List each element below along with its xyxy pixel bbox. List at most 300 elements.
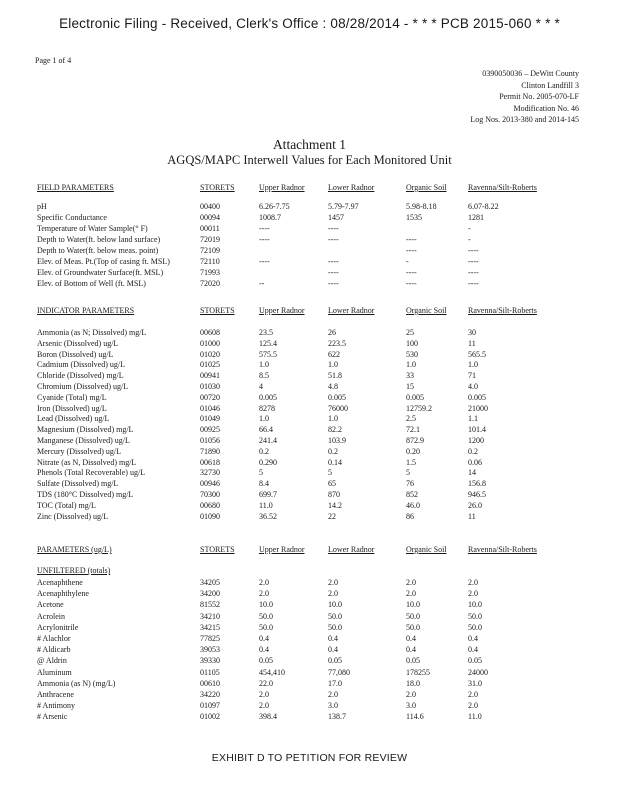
indicator-row-cell: 01030: [200, 382, 220, 391]
parameter-row: [0, 656, 619, 667]
indicator-row-cell: Cadmium (Dissolved) ug/L: [37, 360, 125, 370]
parameter-row-cell: 0.4: [328, 634, 338, 643]
indicator-row-cell: 4: [259, 382, 263, 391]
parameter-row: [0, 600, 619, 611]
parameter-row-cell: 2.0: [259, 701, 269, 711]
parameter-row-cell: 17.0: [328, 678, 342, 688]
parameter-row-cell: 2.0: [468, 701, 478, 711]
indicator-row-cell: 1.0: [259, 414, 269, 424]
field-row-cell: ----: [328, 224, 339, 233]
indicator-row-cell: 36.52: [259, 511, 277, 521]
indicator-row: [0, 328, 619, 339]
field-row: [0, 235, 619, 246]
parameter-row-cell: 00610: [200, 678, 220, 688]
parameter-row-cell: 2.0: [468, 589, 478, 599]
parameter-row-cell: 2.0: [328, 690, 338, 699]
field-row-cell: ----: [406, 279, 417, 288]
attachment-subtitle: AGQS/MAPC Interwell Values for Each Monitored Unit: [167, 153, 452, 167]
exhibit-footer: EXHIBIT D TO PETITION FOR REVIEW: [211, 752, 408, 764]
parameter-row: [0, 668, 619, 679]
field-row-cell: 72110: [200, 257, 220, 266]
field-row-cell: ----: [328, 268, 339, 277]
indicator-row-cell: 22: [328, 511, 336, 521]
indicator-row: [0, 512, 619, 523]
indicator-row: [0, 393, 619, 404]
indicator-row-cell: 11.0: [259, 500, 273, 510]
indicator-header-row-cell: INDICATOR PARAMETERS: [37, 306, 135, 315]
parameter-row-cell: 11.0: [468, 712, 482, 722]
parameter-row-cell: Acenaphthylene: [37, 589, 89, 599]
field-row-cell: 72019: [200, 235, 220, 244]
parameter-row-cell: 454,410: [259, 667, 285, 677]
parameter-row: [0, 679, 619, 690]
field-row-cell: 00011: [200, 224, 220, 233]
unfiltered-subheader: [0, 566, 619, 577]
indicator-row-cell: 103.9: [328, 436, 346, 445]
indicator-row-cell: Iron (Dissolved) ug/L: [37, 403, 107, 413]
indicator-row-cell: 5: [406, 468, 410, 478]
indicator-row-cell: 21000: [468, 403, 488, 413]
field-row-cell: ----: [328, 257, 339, 266]
parameter-row-cell: 0.05: [259, 656, 273, 666]
indicator-row-cell: 0.005: [468, 392, 486, 402]
parameter-row-cell: Acrolein: [37, 611, 65, 621]
parameter-row-cell: 10.0: [259, 600, 273, 610]
parameter-row-cell: 39053: [200, 645, 220, 655]
field-header-row-cell: Organic Soil: [406, 183, 447, 192]
parameters-header-row-cell: Upper Radnor: [259, 545, 305, 554]
indicator-header-row-cell: Upper Radnor: [259, 306, 305, 315]
indicator-row-cell: Manganese (Dissolved) ug/L: [37, 436, 130, 445]
indicator-row-cell: 00680: [200, 500, 220, 510]
parameter-row: [0, 690, 619, 701]
indicator-row-cell: Phenols (Total Recoverable) ug/L: [37, 468, 146, 478]
indicator-header-row-cell: Ravenna/Silt-Roberts: [468, 306, 537, 315]
indicator-row-cell: 1.0: [328, 414, 338, 424]
indicator-row-cell: 4.0: [468, 382, 478, 391]
indicator-row-cell: 26: [328, 328, 336, 337]
parameter-row-cell: 2.0: [259, 578, 269, 587]
parameter-row-cell: 0.4: [406, 645, 416, 655]
unfiltered-label: UNFILTERED (totals): [37, 566, 111, 575]
parameter-row-cell: Acetone: [37, 600, 64, 610]
parameter-row-cell: Ammonia (as N) (mg/L): [37, 678, 116, 688]
indicator-row-cell: 2.5: [406, 414, 416, 424]
indicator-row-cell: 1200: [468, 436, 484, 445]
field-row: [0, 268, 619, 279]
parameter-row-cell: 01097: [200, 701, 220, 711]
parameter-row-cell: # Alachlor: [37, 634, 71, 643]
indicator-row-cell: 72.1: [406, 425, 420, 435]
indicator-header-row-cell: Lower Radnor: [328, 306, 375, 315]
parameter-row-cell: 31.0: [468, 678, 482, 688]
field-row-cell: Elev. of Groundwater Surface(ft. MSL): [37, 268, 164, 277]
parameter-row: [0, 623, 619, 634]
indicator-row-cell: 86: [406, 511, 414, 521]
indicator-row-cell: 5: [259, 468, 263, 478]
indicator-row-cell: 8.4: [259, 479, 269, 489]
indicator-row-cell: 156.8: [468, 479, 486, 489]
field-row-cell: 00400: [200, 202, 220, 211]
parameter-row-cell: 0.4: [259, 645, 269, 655]
parameter-row-cell: 24000: [468, 667, 488, 677]
info-line: 0390050036 – DeWitt County: [482, 69, 579, 78]
indicator-row-cell: 76: [406, 479, 414, 489]
parameter-row-cell: 01002: [200, 712, 220, 722]
indicator-row-cell: 1.0: [406, 360, 416, 370]
parameter-row-cell: 2.0: [259, 589, 269, 599]
parameter-row: [0, 578, 619, 589]
indicator-row-cell: 1.0: [468, 360, 478, 370]
parameter-row: [0, 589, 619, 600]
parameter-row-cell: 50.0: [259, 611, 273, 621]
indicator-row-cell: 30: [468, 328, 476, 337]
indicator-row-cell: 82.2: [328, 425, 342, 435]
indicator-row-cell: 223.5: [328, 338, 346, 348]
parameter-row-cell: 50.0: [468, 622, 482, 632]
parameters-header-row-cell: Organic Soil: [406, 545, 447, 554]
info-line: Permit No. 2005-070-LF: [499, 92, 579, 101]
indicator-row-cell: 1.0: [328, 360, 338, 370]
field-row-cell: -: [468, 224, 471, 233]
indicator-row-cell: 5: [328, 468, 332, 478]
indicator-row-cell: 946.5: [468, 490, 486, 499]
parameter-row-cell: 77825: [200, 634, 220, 643]
parameter-row: [0, 645, 619, 656]
indicator-row-cell: 575.5: [259, 349, 277, 359]
field-row-cell: 1281: [468, 213, 484, 222]
field-row-cell: ----: [406, 268, 417, 277]
indicator-row: [0, 479, 619, 490]
field-row-cell: ----: [259, 224, 270, 233]
indicator-row: [0, 350, 619, 361]
field-row: [0, 279, 619, 290]
indicator-row-cell: 66.4: [259, 425, 273, 435]
parameter-row-cell: 50.0: [328, 622, 342, 632]
indicator-row-cell: Mercury (Dissolved) ug/L: [37, 446, 121, 456]
parameter-row-cell: # Arsenic: [37, 712, 68, 722]
parameter-row-cell: 50.0: [259, 622, 273, 632]
indicator-row-cell: Arsenic (Dissolved) ug/L: [37, 338, 119, 348]
indicator-row-cell: 0.2: [328, 446, 338, 456]
parameter-row: [0, 701, 619, 712]
indicator-header-row-cell: Organic Soil: [406, 306, 447, 315]
indicator-row-cell: 872.9: [406, 436, 424, 445]
indicator-row-cell: Nitrate (as N, Dissolved) mg/L: [37, 457, 137, 467]
indicator-row-cell: 1.1: [468, 414, 478, 424]
indicator-row-cell: 65: [328, 479, 336, 489]
parameter-row-cell: 2.0: [328, 589, 338, 599]
indicator-row-cell: 00941: [200, 371, 220, 381]
indicator-row-cell: 33: [406, 371, 414, 381]
field-row-cell: 1535: [406, 213, 422, 222]
field-row: [0, 257, 619, 268]
parameter-row-cell: 2.0: [468, 578, 478, 587]
field-row-cell: ----: [468, 279, 479, 288]
field-row-cell: ----: [259, 257, 270, 266]
indicator-row-cell: 00720: [200, 392, 220, 402]
parameter-row-cell: 0.05: [328, 656, 342, 666]
parameter-row-cell: 2.0: [406, 578, 416, 587]
indicator-row-cell: Lead (Dissolved) ug/L: [37, 414, 110, 424]
parameter-row: [0, 612, 619, 623]
field-row-cell: ----: [328, 235, 339, 244]
indicator-row-cell: Zinc (Dissolved) ug/L: [37, 511, 109, 521]
indicator-header-row-cell: STORETS: [200, 306, 235, 315]
parameter-row-cell: 0.4: [406, 634, 416, 643]
indicator-row-cell: Magnesium (Dissolved) mg/L: [37, 425, 134, 435]
field-row-cell: 72109: [200, 246, 220, 255]
indicator-header-row: [0, 306, 619, 317]
parameters-header-row: [0, 545, 619, 556]
parameter-row-cell: 50.0: [328, 611, 342, 621]
field-row-cell: ----: [468, 268, 479, 277]
field-row-cell: 71993: [200, 268, 220, 277]
indicator-row: [0, 371, 619, 382]
indicator-row-cell: 01090: [200, 511, 220, 521]
field-row-cell: Elev. of Bottom of Well (ft. MSL): [37, 279, 146, 288]
parameter-row-cell: 34205: [200, 578, 220, 587]
parameter-row-cell: 0.05: [406, 656, 420, 666]
parameter-row-cell: Acenaphthene: [37, 578, 83, 587]
field-row-cell: 5.79-7.97: [328, 202, 359, 211]
parameter-row-cell: Acrylonitrile: [37, 622, 79, 632]
field-row: [0, 246, 619, 257]
field-row-cell: ----: [468, 246, 479, 255]
indicator-row-cell: 11: [468, 511, 476, 521]
indicator-row-cell: 00946: [200, 479, 220, 489]
indicator-row-cell: 1.0: [259, 360, 269, 370]
indicator-row-cell: 00925: [200, 425, 220, 435]
indicator-row: [0, 425, 619, 436]
parameter-row-cell: 50.0: [406, 622, 420, 632]
field-row-cell: ----: [406, 246, 417, 255]
parameters-header-row-cell: Lower Radnor: [328, 545, 375, 554]
field-row-cell: 1457: [328, 213, 344, 222]
indicator-row-cell: 01046: [200, 403, 220, 413]
indicator-row-cell: 0.290: [259, 457, 277, 467]
indicator-row-cell: 01000: [200, 338, 220, 348]
indicator-row-cell: 76000: [328, 403, 348, 413]
indicator-row-cell: 23.5: [259, 328, 273, 337]
indicator-row-cell: 530: [406, 349, 418, 359]
indicator-row-cell: 0.005: [328, 392, 346, 402]
indicator-row-cell: 71: [468, 371, 476, 381]
parameter-row-cell: @ Aldrin: [37, 656, 67, 666]
indicator-row-cell: 8.5: [259, 371, 269, 381]
indicator-row-cell: 241.4: [259, 436, 277, 445]
field-row-cell: Depth to Water(ft. below land surface): [37, 235, 161, 244]
parameter-row-cell: 2.0: [406, 690, 416, 699]
indicator-row: [0, 404, 619, 415]
parameter-row-cell: 178255: [406, 667, 430, 677]
indicator-row-cell: 51.8: [328, 371, 342, 381]
field-header-row-cell: FIELD PARAMETERS: [37, 183, 114, 192]
indicator-row-cell: Boron (Dissolved) ug/L: [37, 349, 114, 359]
parameters-header-row-cell: STORETS: [200, 545, 235, 554]
field-row-cell: 72020: [200, 279, 220, 288]
indicator-row-cell: 0.06: [468, 457, 482, 467]
indicator-row-cell: Sulfate (Dissolved) mg/L: [37, 479, 119, 489]
indicator-row-cell: 25: [406, 328, 414, 337]
parameter-row-cell: 138.7: [328, 712, 346, 722]
indicator-row-cell: 0.14: [328, 457, 342, 467]
parameter-row-cell: 0.4: [328, 645, 338, 655]
field-header-row-cell: Ravenna/Silt-Roberts: [468, 183, 537, 192]
indicator-row-cell: TOC (Total) mg/L: [37, 500, 96, 510]
indicator-row-cell: 71890: [200, 446, 220, 456]
field-row: [0, 224, 619, 235]
indicator-row: [0, 360, 619, 371]
indicator-row-cell: 622: [328, 349, 340, 359]
indicator-row-cell: 70300: [200, 490, 220, 499]
parameter-row-cell: 10.0: [468, 600, 482, 610]
indicator-row-cell: 0.2: [468, 446, 478, 456]
indicator-row-cell: 852: [406, 490, 418, 499]
indicator-row-cell: 01025: [200, 360, 220, 370]
electronic-filing-stamp: Electronic Filing - Received, Clerk's Office : 08/28/2014 - * * * PCB 2015-060 * * *: [59, 16, 560, 31]
indicator-row: [0, 490, 619, 501]
field-row-cell: ----: [406, 235, 417, 244]
field-row-cell: Depth to Water(ft. below meas. point): [37, 246, 159, 255]
parameter-row-cell: 34210: [200, 611, 220, 621]
indicator-row: [0, 468, 619, 479]
parameter-row-cell: 0.05: [468, 656, 482, 666]
indicator-row: [0, 501, 619, 512]
indicator-row-cell: 870: [328, 490, 340, 499]
indicator-row-cell: 11: [468, 338, 476, 348]
indicator-row-cell: 01020: [200, 349, 220, 359]
field-row-cell: 5.98-8.18: [406, 202, 437, 211]
field-row-cell: 00094: [200, 213, 220, 222]
field-header-row: [0, 183, 619, 194]
parameter-row-cell: 34220: [200, 690, 220, 699]
indicator-row-cell: 26.0: [468, 500, 482, 510]
field-row-cell: Specific Conductance: [37, 213, 107, 222]
indicator-row-cell: 01056: [200, 436, 220, 445]
parameter-row-cell: 3.0: [328, 701, 338, 711]
indicator-row-cell: 15: [406, 382, 414, 391]
permit-info-block: [470, 68, 579, 126]
field-row-cell: 1008.7: [259, 213, 281, 222]
indicator-row-cell: 12759.2: [406, 403, 432, 413]
indicator-row: [0, 436, 619, 447]
indicator-row-cell: 699.7: [259, 490, 277, 499]
indicator-row-cell: 00618: [200, 457, 220, 467]
indicator-row-cell: 100: [406, 338, 418, 348]
indicator-row-cell: Ammonia (as N; Dissolved) mg/L: [37, 328, 147, 337]
indicator-row-cell: 565.5: [468, 349, 486, 359]
indicator-row-cell: 1.5: [406, 457, 416, 467]
parameter-row-cell: 3.0: [406, 701, 416, 711]
parameter-row-cell: 77,080: [328, 667, 350, 677]
parameter-row-cell: 10.0: [406, 600, 420, 610]
indicator-row-cell: 46.0: [406, 500, 420, 510]
parameter-row-cell: 39330: [200, 656, 220, 666]
field-row-cell: ----: [468, 257, 479, 266]
parameter-row-cell: 2.0: [259, 690, 269, 699]
parameters-header-row-cell: PARAMETERS (ug/L): [37, 545, 112, 554]
parameter-row-cell: 0.4: [259, 634, 269, 643]
field-row-cell: -: [468, 235, 471, 244]
parameter-row-cell: Aluminum: [37, 667, 72, 677]
indicator-row-cell: 8278: [259, 403, 275, 413]
indicator-row: [0, 382, 619, 393]
attachment-title: Attachment 1: [272, 137, 347, 152]
parameter-row-cell: 0.4: [468, 634, 478, 643]
field-header-row-cell: STORETS: [200, 183, 235, 192]
indicator-row-cell: 14.2: [328, 500, 342, 510]
indicator-row-cell: 0.20: [406, 446, 420, 456]
indicator-row-cell: 32730: [200, 468, 220, 478]
field-row-cell: Elev. of Meas. Pt.(Top of casing ft. MSL): [37, 257, 170, 266]
field-row-cell: --: [259, 279, 265, 288]
parameter-row-cell: 2.0: [328, 578, 338, 587]
indicator-row-cell: 0.005: [406, 392, 424, 402]
info-line: Log Nos. 2013-380 and 2014-145: [470, 115, 579, 124]
field-header-row-cell: Lower Radnor: [328, 183, 375, 192]
field-row: [0, 213, 619, 224]
parameter-row-cell: 34215: [200, 622, 220, 632]
parameter-row-cell: 0.4: [468, 645, 478, 655]
indicator-row-cell: TDS (180°C Dissolved) mg/L: [37, 490, 134, 499]
parameter-row-cell: # Aldicarb: [37, 645, 71, 655]
parameter-row-cell: 114.6: [406, 712, 424, 722]
field-row-cell: pH: [37, 202, 47, 211]
indicator-row-cell: 14: [468, 468, 476, 478]
indicator-row-cell: Chromium (Dissolved) ug/L: [37, 382, 129, 391]
field-row-cell: ----: [328, 279, 339, 288]
parameter-row-cell: 50.0: [406, 611, 420, 621]
parameter-row: [0, 712, 619, 723]
info-line: Modification No. 46: [513, 103, 579, 113]
field-row-cell: Temperature of Water Sample(° F): [37, 224, 148, 233]
indicator-row: [0, 339, 619, 350]
parameter-row-cell: 2.0: [406, 589, 416, 599]
indicator-row-cell: 4.8: [328, 382, 338, 391]
parameter-row-cell: 50.0: [468, 611, 482, 621]
field-row-cell: 6.07-8.22: [468, 202, 499, 211]
field-row-cell: -: [406, 257, 409, 266]
indicator-row-cell: 0.2: [259, 446, 269, 456]
info-line: Clinton Landfill 3: [521, 80, 579, 90]
parameter-row: [0, 634, 619, 645]
parameter-row-cell: Anthracene: [37, 690, 74, 699]
field-row-cell: 6.26-7.75: [259, 202, 290, 211]
indicator-row-cell: 101.4: [468, 425, 486, 435]
indicator-row: [0, 447, 619, 458]
parameter-row-cell: 81552: [200, 600, 220, 610]
indicator-row: [0, 458, 619, 469]
indicator-row-cell: 125.4: [259, 338, 277, 348]
indicator-row-cell: Chloride (Dissolved) mg/L: [37, 371, 124, 381]
page-number: Page 1 of 4: [35, 56, 72, 65]
indicator-row: [0, 414, 619, 425]
parameter-row-cell: 01105: [200, 667, 220, 677]
field-row-cell: ----: [259, 235, 270, 244]
parameter-row-cell: 22.0: [259, 678, 273, 688]
parameter-row-cell: 34200: [200, 589, 220, 599]
parameter-row-cell: 18.0: [406, 678, 420, 688]
indicator-row-cell: 0.005: [259, 392, 277, 402]
indicator-row-cell: 01049: [200, 414, 220, 424]
parameters-header-row-cell: Ravenna/Silt-Roberts: [468, 545, 537, 554]
indicator-row-cell: Cyanide (Total) mg/L: [37, 392, 107, 402]
parameter-row-cell: 398.4: [259, 712, 277, 722]
parameter-row-cell: 10.0: [328, 600, 342, 610]
indicator-row-cell: 00608: [200, 328, 220, 337]
parameter-row-cell: 2.0: [468, 690, 478, 699]
